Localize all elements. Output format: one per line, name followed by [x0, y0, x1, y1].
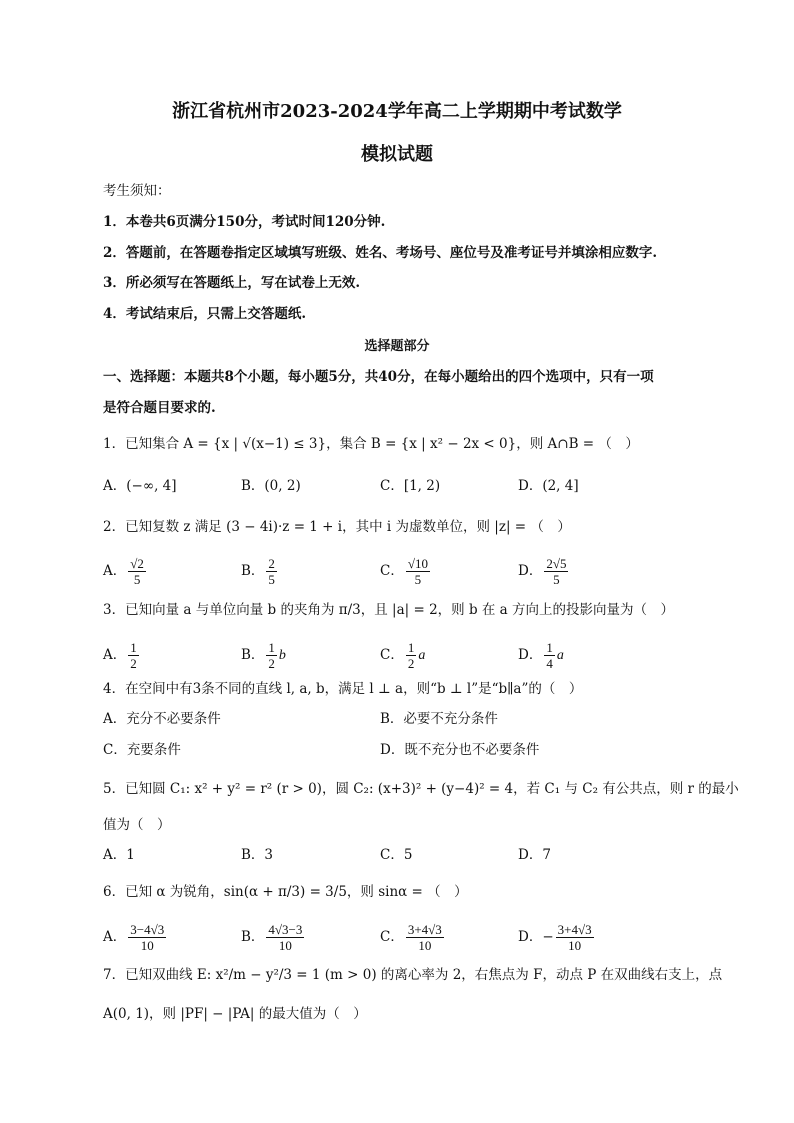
question-2-option-c: C． $\frac{√10}{5}$ — [380, 556, 428, 587]
page-subtitle: 模拟试题 — [361, 144, 433, 165]
question-7-stem: 7．已知双曲线 E: x²/m − y²/3 = 1 (m > 0) 的离心率为 2，右焦点为 F，动点 P 在双曲线右支上，点 — [103, 967, 723, 983]
question-3-option-c: C． $\frac{1}{2}$ a — [380, 640, 426, 671]
question-1-option-b: B．(0, 2) — [241, 478, 301, 494]
question-5-option-d: D．7 — [518, 847, 551, 863]
question-2-option-a: A． $\frac{√2}{5}$ — [103, 556, 144, 587]
section-intro-line1: 一、选择题：本题共8个小题，每小题5分，共40分，在每小题给出的四个选项中，只有一项 — [103, 369, 654, 385]
question-2-stem: 2．已知复数 z 满足 (3 − 4i)·z = 1 + i，其中 i 为虚数单位，则 |z| = （ ） — [103, 519, 571, 535]
question-2-option-b: B． $\frac{2}{5}$ — [241, 556, 275, 587]
question-5-option-b: B．3 — [241, 847, 274, 863]
notice-item-4: 4．考试结束后，只需上交答题纸. — [103, 306, 307, 322]
notice-heading: 考生须知： — [103, 183, 171, 199]
question-5-option-c: C．5 — [380, 847, 413, 863]
question-3-option-d: D． $\frac{1}{4}$ a — [518, 640, 564, 671]
question-6-option-d: D．− $\frac{3+4√3}{10}$ — [518, 922, 592, 953]
question-6-option-b: B． $\frac{4√3-3}{10}$ — [241, 922, 303, 953]
question-1-option-a: A．(−∞, 4] — [103, 478, 177, 494]
question-4-option-b: B．必要不充分条件 — [380, 711, 498, 727]
question-1-option-d: D．(2, 4] — [518, 478, 579, 494]
question-3-option-b: B． $\frac{1}{2}$ b — [241, 640, 286, 671]
notice-item-1: 1．本卷共6页满分150分，考试时间120分钟. — [103, 214, 386, 230]
question-4-option-d: D．既不充分也不必要条件 — [380, 742, 540, 758]
question-5-option-a: A．1 — [103, 847, 135, 863]
question-3-option-a: A． $\frac{1}{2}$ — [103, 640, 137, 671]
question-3-stem: 3．已知向量 a 与单位向量 b 的夹角为 π/3，且 |a| = 2，则 b 在 a 方向上的投影向量为（ ） — [103, 602, 675, 618]
question-1-option-c: C．[1, 2) — [380, 478, 441, 494]
question-2-option-d: D． $\frac{2√5}{5}$ — [518, 556, 567, 587]
notice-item-2: 2．答题前，在答题卷指定区域填写班级、姓名、考场号、座位号及准考证号并填涂相应数字. — [103, 245, 658, 261]
section-intro-line2: 是符合题目要求的. — [103, 400, 216, 416]
notice-item-3: 3．所必须写在答题纸上，写在试卷上无效. — [103, 275, 361, 291]
question-6-stem: 6．已知 α 为锐角，sin(α + π/3) = 3/5，则 sinα = （ ） — [103, 884, 468, 900]
question-5-stem-continued: 值为（ ） — [103, 817, 171, 833]
question-4-option-c: C．充要条件 — [103, 742, 181, 758]
question-5-stem: 5．已知圆 C₁: x² + y² = r² (r > 0)，圆 C₂: (x+3)² + (y−4)² = 4，若 C₁ 与 C₂ 有公共点，则 r 的最小 — [103, 781, 739, 797]
question-4-stem: 4．在空间中有3条不同的直线 l, a, b，满足 l ⊥ a，则“b ⊥ l”是“b∥a”的（ ） — [103, 681, 583, 697]
section-title: 选择题部分 — [364, 339, 430, 354]
question-1-stem: 1．已知集合 A = {x | √(x−1) ≤ 3}，集合 B = {x | x² − 2x < 0}，则 A∩B = （ ） — [103, 436, 639, 452]
question-6-option-c: C． $\frac{3+4√3}{10}$ — [380, 922, 442, 953]
page-title: 浙江省杭州市2023-2024学年高二上学期期中考试数学 — [172, 101, 622, 122]
question-7-stem-continued: A(0, 1)，则 |PF| − |PA| 的最大值为（ ） — [103, 1006, 367, 1022]
question-6-option-a: A． $\frac{3-4√3}{10}$ — [103, 922, 165, 953]
question-4-option-a: A．充分不必要条件 — [103, 711, 221, 727]
